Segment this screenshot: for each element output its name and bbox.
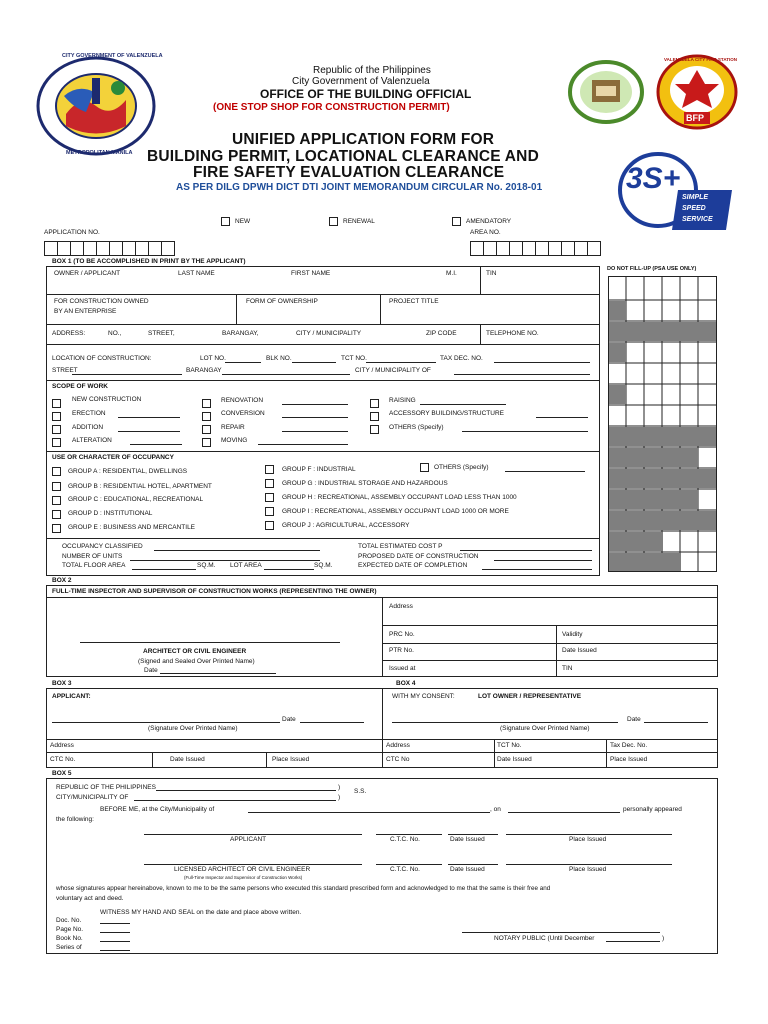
box2-date-issued-label: Date Issued: [562, 647, 597, 654]
first-name-label: FIRST NAME: [291, 270, 331, 277]
dilg-seal: [568, 60, 644, 124]
series-of-label: Series of: [56, 944, 82, 951]
amendatory-checkbox[interactable]: [452, 217, 461, 226]
group-j-checkbox[interactable]: [265, 521, 274, 530]
scope-renovation: RENOVATION: [221, 397, 264, 404]
do-not-fill-label: DO NOT FILL-UP (PSA USE ONLY): [607, 266, 697, 272]
box5-frame: [46, 778, 718, 954]
licensed-architect-label: LICENSED ARCHITECT OR CIVIL ENGINEER: [174, 866, 311, 873]
ptr-no-label: PTR No.: [389, 647, 414, 654]
box1-heading: BOX 1 (TO BE ACCOMPLISHED IN PRINT BY THE APPLICANT): [52, 258, 246, 265]
box3-address-label: Address: [50, 742, 74, 749]
scope-moving: MOVING: [221, 437, 248, 444]
scope-accessory: ACCESSORY BUILDING/STRUCTURE: [389, 410, 504, 417]
lot-area-label: LOT AREA: [230, 562, 262, 569]
book-no-label: Book No.: [56, 935, 83, 942]
group-a-label: GROUP A : RESIDENTIAL, DWELLINGS: [68, 468, 188, 475]
address-label: ADDRESS:: [52, 330, 86, 337]
box3-date-label: Date: [282, 716, 296, 723]
seal-left-bottom-text: METROPOLITAN MANILA: [66, 150, 133, 156]
group-h-label: GROUP H : RECREATIONAL, ASSEMBLY OCCUPANT LOAD LESS THAN 1000: [282, 494, 517, 501]
box5-paren-1: ): [338, 784, 341, 791]
renewal-label: RENEWAL: [343, 218, 375, 225]
form-title-line-2: BUILDING PERMIT, LOCATIONAL CLEARANCE AND: [147, 148, 539, 165]
form-title-line-3: FIRE SAFETY EVALUATION CLEARANCE: [193, 164, 505, 181]
witness-text: WITNESS MY HAND AND SEAL on the date and place above written.: [100, 909, 302, 916]
3s-plus-text: 3S+: [626, 162, 681, 195]
occupancy-heading: USE OR CHARACTER OF OCCUPANCY: [52, 454, 174, 461]
group-c-checkbox[interactable]: [52, 496, 61, 505]
whose-signatures-text: whose signatures appear hereinabove, known to me to be the same persons who executed this standard prescribed form and acknowledged to me that the same is their free and: [56, 885, 551, 892]
scope-alteration: ALTERATION: [72, 437, 112, 444]
box4-date-issued-label: Date Issued: [497, 756, 532, 763]
voluntary-act-text: voluntary act and deed.: [56, 895, 124, 902]
estimated-cost-label: TOTAL ESTIMATED COST P: [358, 543, 443, 550]
memorandum-circular-text: AS PER DILG DPWH DICT DTI JOINT MEMORANDUM CIRCULAR No. 2018-01: [176, 182, 543, 193]
application-no-label: APPLICATION NO.: [44, 229, 100, 236]
box5-paren-2: ): [338, 794, 341, 801]
group-d-label: GROUP D : INSTITUTIONAL: [68, 510, 153, 517]
logo-speed: SPEED: [682, 205, 706, 212]
scope-heading: SCOPE OF WORK: [52, 383, 108, 390]
area-no-label: AREA NO.: [470, 229, 501, 236]
psa-use-grid: [608, 276, 718, 572]
zip-code-label: ZIP CODE: [426, 330, 457, 337]
bfp-seal: [656, 54, 738, 130]
notary-public-label: NOTARY PUBLIC (Until December: [494, 935, 595, 942]
box5-ctc-label-2: C.T.C. No.: [390, 866, 420, 873]
notary-close-paren: ): [662, 935, 665, 942]
fulltime-inspector-label: (Full-Time Inspector and Supervisor of Construction Works): [184, 875, 303, 880]
box5-date-issued-label-2: Date Issued: [450, 866, 485, 873]
box2-date-label: Date: [144, 667, 158, 674]
one-stop-text: (ONE STOP SHOP FOR CONSTRUCTION PERMIT): [213, 102, 450, 113]
box5-place-issued-label-1: Place Issued: [569, 836, 607, 843]
new-checkbox[interactable]: [221, 217, 230, 226]
form-title-line-1: UNIFIED APPLICATION FORM FOR: [232, 131, 495, 148]
proposed-date-label: PROPOSED DATE OF CONSTRUCTION: [358, 553, 479, 560]
others-scope-checkbox[interactable]: [370, 425, 379, 434]
box4-label: BOX 4: [396, 680, 416, 687]
group-f-checkbox[interactable]: [265, 465, 274, 474]
box5-republic: REPUBLIC OF THE PHILIPPINES: [56, 784, 156, 791]
group-g-checkbox[interactable]: [265, 479, 274, 488]
box3-ctc-label: CTC No.: [50, 756, 76, 763]
tax-dec-label: TAX DEC. NO.: [440, 355, 483, 362]
group-b-checkbox[interactable]: [52, 482, 61, 491]
conversion-checkbox[interactable]: [202, 412, 211, 421]
addition-checkbox[interactable]: [52, 425, 61, 434]
occupancy-classified-label: OCCUPANCY CLASSIFIED: [62, 543, 143, 550]
box3-place-issued-label: Place Issued: [272, 756, 310, 763]
number-of-units-label: NUMBER OF UNITS: [62, 553, 123, 560]
expected-date-label: EXPECTED DATE OF COMPLETION: [358, 562, 468, 569]
bfp-label: BFP: [686, 113, 704, 123]
owner-label: OWNER / APPLICANT: [54, 270, 121, 277]
issued-at-label: Issued at: [389, 665, 416, 672]
city-of-label: CITY / MUNICIPALITY OF: [355, 367, 431, 374]
lot-area-unit: SQ.M.: [314, 562, 333, 569]
group-d-checkbox[interactable]: [52, 510, 61, 519]
tin-label: TIN: [486, 270, 497, 277]
republic-text: Republic of the Philippines: [313, 65, 431, 76]
scope-new-construction: NEW CONSTRUCTION: [72, 396, 142, 403]
by-enterprise-label: BY AN ENTERPRISE: [54, 308, 117, 315]
group-g-label: GROUP G : INDUSTRIAL STORAGE AND HAZARDOUS: [282, 480, 448, 487]
box5-place-issued-label-2: Place Issued: [569, 866, 607, 873]
office-title: OFFICE OF THE BUILDING OFFICIAL: [260, 87, 472, 101]
construction-owned-label: FOR CONSTRUCTION OWNED: [54, 298, 149, 305]
consent-label: WITH MY CONSENT:: [392, 693, 455, 700]
barangay-label: BARANGAY: [186, 367, 222, 374]
logo-service: SERVICE: [682, 216, 713, 223]
new-label: NEW: [235, 218, 251, 225]
tct-no-label: TCT NO.: [341, 355, 367, 362]
group-i-label: GROUP I : RECREATIONAL, ASSEMBLY OCCUPANT LOAD 1000 OR MORE: [282, 508, 509, 515]
scope-raising: RAISING: [389, 397, 416, 404]
group-j-label: GROUP J : AGRICULTURAL, ACCESSORY: [282, 522, 410, 529]
scope-addition: ADDITION: [72, 424, 104, 431]
box3-signature-label: (Signature Over Printed Name): [148, 725, 238, 732]
mi-label: M.I.: [446, 270, 457, 277]
project-title-label: PROJECT TITLE: [389, 298, 439, 305]
city-government-text: City Government of Valenzuela: [292, 76, 430, 87]
address-barangay-label: BARANGAY,: [222, 330, 259, 337]
lot-no-label: LOT NO.: [200, 355, 226, 362]
renewal-checkbox[interactable]: [329, 217, 338, 226]
box3-date-issued-label: Date Issued: [170, 756, 205, 763]
seal-left-top-text: CITY GOVERNMENT OF VALENZUELA: [62, 53, 163, 59]
raising-checkbox[interactable]: [370, 399, 379, 408]
group-a-checkbox[interactable]: [52, 467, 61, 476]
group-b-label: GROUP B : RESIDENTIAL HOTEL, APARTMENT: [68, 483, 212, 490]
page-no-label: Page No.: [56, 926, 84, 933]
applicant-label: APPLICANT:: [52, 693, 91, 700]
box2-label: BOX 2: [52, 577, 72, 584]
box5-date-issued-label-1: Date Issued: [450, 836, 485, 843]
box4-signature-label: (Signature Over Printed Name): [500, 725, 590, 732]
box5-applicant-label: APPLICANT: [230, 836, 267, 843]
group-e-label: GROUP E : BUSINESS AND MERCANTILE: [68, 524, 196, 531]
form-ownership-label: FORM OF OWNERSHIP: [246, 298, 318, 305]
on-text: , on: [490, 806, 501, 813]
renovation-checkbox[interactable]: [202, 399, 211, 408]
address-no-label: NO.,: [108, 330, 122, 337]
validity-label: Validity: [562, 631, 583, 638]
the-following-text: the following:: [56, 816, 94, 823]
lot-owner-label: LOT OWNER / REPRESENTATIVE: [478, 693, 582, 700]
street-label: STREET: [52, 367, 78, 374]
alteration-checkbox[interactable]: [52, 438, 61, 447]
architect-label: ARCHITECT OR CIVIL ENGINEER: [143, 648, 247, 655]
group-f-label: GROUP F : INDUSTRIAL: [282, 466, 356, 473]
box5-ctc-label-1: C.T.C. No.: [390, 836, 420, 843]
prc-no-label: PRC No.: [389, 631, 415, 638]
box5-label: BOX 5: [52, 770, 72, 777]
scope-erection: ERECTION: [72, 410, 106, 417]
total-floor-area-label: TOTAL FLOOR AREA: [62, 562, 126, 569]
box2-tin-label: TIN: [562, 665, 573, 672]
valenzuela-seal: [36, 53, 163, 156]
group-c-label: GROUP C : EDUCATIONAL, RECREATIONAL: [68, 496, 204, 503]
erection-checkbox[interactable]: [52, 412, 61, 421]
area-no-boxes[interactable]: [470, 241, 602, 256]
box4-ctc-label: CTC No: [386, 756, 410, 763]
logo-simple: SIMPLE: [682, 194, 709, 201]
last-name-label: LAST NAME: [178, 270, 215, 277]
box5-ss: S.S.: [354, 788, 367, 795]
box4-address-label: Address: [386, 742, 410, 749]
box2-address-label: Address: [389, 603, 413, 610]
personally-appeared-text: personally appeared: [623, 806, 682, 813]
others-occupancy-checkbox[interactable]: [420, 463, 429, 472]
group-h-checkbox[interactable]: [265, 493, 274, 502]
box4-date-label: Date: [627, 716, 641, 723]
signed-sealed-label: (Signed and Sealed Over Printed Name): [138, 658, 255, 665]
doc-no-label: Doc. No.: [56, 917, 82, 924]
group-e-checkbox[interactable]: [52, 524, 61, 533]
repair-checkbox[interactable]: [202, 425, 211, 434]
box4-place-issued-label: Place Issued: [610, 756, 648, 763]
amendatory-label: AMENDATORY: [466, 218, 512, 225]
location-label: LOCATION OF CONSTRUCTION:: [52, 355, 152, 362]
telephone-label: TELEPHONE NO.: [486, 330, 539, 337]
new-construction-checkbox[interactable]: [52, 399, 61, 408]
accessory-building-checkbox[interactable]: [370, 412, 379, 421]
application-no-boxes[interactable]: [44, 241, 180, 256]
3s-plus-logo: [618, 150, 732, 230]
box5-city-of: CITY/MUNICIPALITY OF: [56, 794, 129, 801]
floor-area-unit: SQ.M.: [197, 562, 216, 569]
before-me-text: BEFORE ME, at the City/Municipality of: [100, 806, 215, 813]
box4-tax-dec-label: Tax Dec. No.: [610, 742, 648, 749]
scope-conversion: CONVERSION: [221, 410, 265, 417]
others-occupancy-label: OTHERS (Specify): [434, 464, 489, 471]
address-city-label: CITY / MUNICIPALITY: [296, 330, 362, 337]
box2-heading: FULL-TIME INSPECTOR AND SUPERVISOR OF CONSTRUCTION WORKS (REPRESENTING THE OWNER): [52, 588, 377, 595]
bfp-station-text: VALENZUELA CITY FIRE STATION: [664, 57, 737, 62]
scope-others: OTHERS (Specify): [389, 424, 444, 431]
moving-checkbox[interactable]: [202, 438, 211, 447]
blk-no-label: BLK NO.: [266, 355, 292, 362]
address-street-label: STREET,: [148, 330, 175, 337]
scope-repair: REPAIR: [221, 424, 245, 431]
box4-tct-label: TCT No.: [497, 742, 522, 749]
group-i-checkbox[interactable]: [265, 507, 274, 516]
box3-label: BOX 3: [52, 680, 72, 687]
